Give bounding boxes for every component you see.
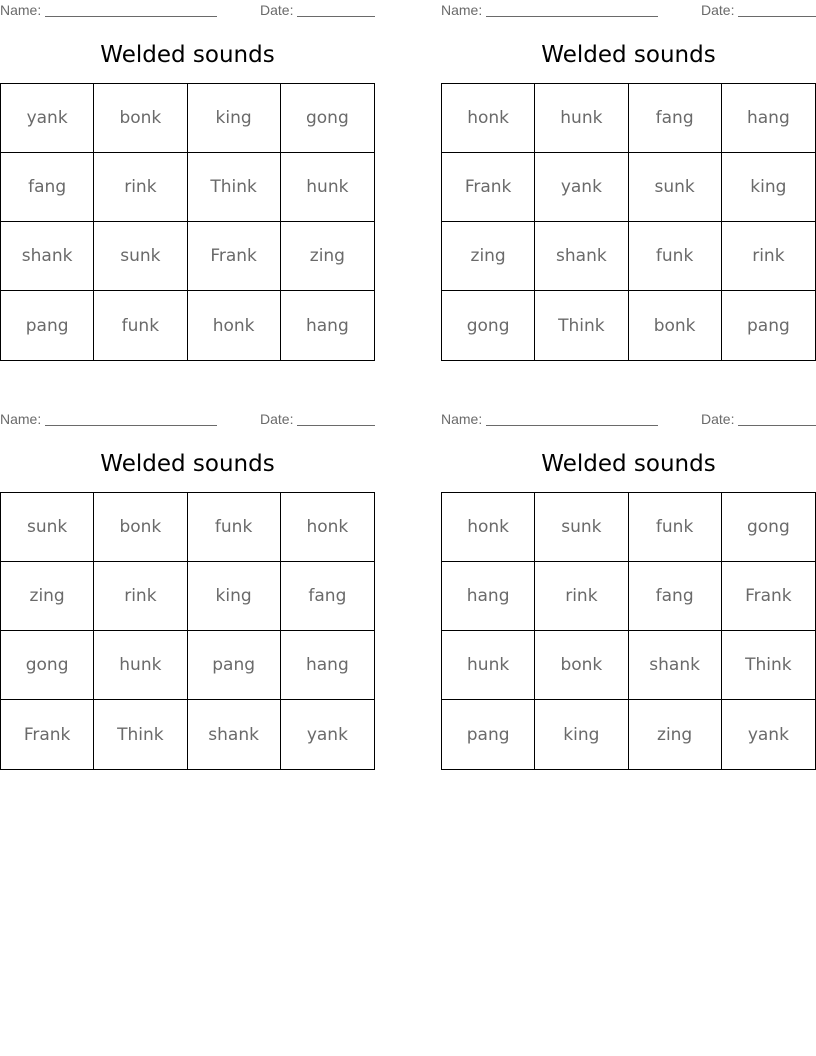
grid-cell-word: hunk <box>535 84 628 153</box>
grid-cell-word: pang <box>1 291 94 360</box>
grid-cell-word: yank <box>747 724 789 745</box>
grid-cell-word: honk <box>442 84 535 153</box>
grid-cell-word: zing <box>442 222 535 291</box>
grid-cell-word: honk <box>442 493 535 562</box>
grid-cell-word: funk <box>188 493 281 562</box>
word-grid <box>441 492 816 770</box>
grid-cell-word: fang <box>1 153 94 222</box>
grid-cell-word: honk <box>188 291 281 360</box>
word-grid <box>441 83 816 361</box>
grid-cell-word: king <box>535 700 628 769</box>
grid-cell-word: fang <box>281 562 374 631</box>
grid-cell-word: Frank <box>1 700 94 769</box>
grid-cell-word: funk <box>629 222 722 291</box>
date-line <box>738 16 816 17</box>
grid-cell-word: rink <box>535 562 628 631</box>
grid-cell-word: Think <box>94 700 187 769</box>
date-label: Date: <box>701 411 735 427</box>
grid-cell-word: sunk <box>94 222 187 291</box>
grid-cell-word: yank <box>306 724 348 745</box>
grid-cell-word: shank <box>1 222 94 291</box>
date-label: Date: <box>260 411 294 427</box>
grid-cell-word: bonk <box>535 631 628 700</box>
date-line <box>297 16 375 17</box>
date-line <box>738 425 816 426</box>
grid-cell-word: sunk <box>629 153 722 222</box>
date-label: Date: <box>260 2 294 18</box>
grid-cell-word: gong <box>442 291 535 360</box>
name-label: Name: <box>0 411 42 427</box>
grid-cell-word: hang <box>442 562 535 631</box>
grid-cell-word: gong <box>722 493 815 562</box>
grid-cell-word: bonk <box>629 291 722 360</box>
grid-cell-word: zing <box>1 562 94 631</box>
word-grid <box>0 492 375 770</box>
grid-cell-word: hang <box>305 315 349 336</box>
grid-cell-word: fang <box>629 84 722 153</box>
grid-cell-word: yank <box>535 153 628 222</box>
bingo-card-2 <box>441 0 816 361</box>
name-line <box>45 425 217 426</box>
date-line <box>297 425 375 426</box>
name-label: Name: <box>441 411 483 427</box>
name-label: Name: <box>441 2 483 18</box>
grid-cell-word: sunk <box>1 493 94 562</box>
grid-cell-word: Frank <box>722 562 815 631</box>
grid-cell-word: zing <box>281 222 374 291</box>
name-line <box>45 16 217 17</box>
grid-cell-word: hunk <box>94 631 187 700</box>
grid-cell-word: rink <box>94 153 187 222</box>
grid-cell-word: hang <box>722 84 815 153</box>
grid-cell-word: honk <box>281 493 374 562</box>
card-title: Welded sounds <box>541 42 716 68</box>
name-date-row <box>0 0 375 20</box>
grid-cell-word: bonk <box>94 84 187 153</box>
name-line <box>486 425 658 426</box>
name-date-row <box>441 0 816 20</box>
grid-cell-word: Think <box>722 631 815 700</box>
grid-cell-word: shank <box>535 222 628 291</box>
grid-cell-word: rink <box>722 222 815 291</box>
grid-cell-word: king <box>188 562 281 631</box>
grid-cell-word: pang <box>188 631 281 700</box>
word-grid <box>0 83 375 361</box>
name-line <box>486 16 658 17</box>
grid-cell-word: fang <box>629 562 722 631</box>
card-title: Welded sounds <box>541 451 716 477</box>
card-title: Welded sounds <box>100 42 275 68</box>
grid-cell-word: hunk <box>281 153 374 222</box>
name-date-row <box>0 409 375 429</box>
bingo-card-1 <box>0 0 375 361</box>
date-label: Date: <box>701 2 735 18</box>
grid-cell-word: funk <box>94 291 187 360</box>
grid-cell-word: Think <box>188 153 281 222</box>
grid-cell-word: gong <box>1 631 94 700</box>
grid-cell-word: yank <box>1 84 94 153</box>
grid-cell-word: pang <box>746 315 790 336</box>
grid-cell-word: zing <box>629 700 722 769</box>
name-label: Name: <box>0 2 42 18</box>
grid-cell-word: shank <box>188 700 281 769</box>
grid-cell-word: bonk <box>94 493 187 562</box>
grid-cell-word: pang <box>442 700 535 769</box>
grid-cell-word: shank <box>629 631 722 700</box>
grid-cell-word: hunk <box>442 631 535 700</box>
grid-cell-word: king <box>722 153 815 222</box>
grid-cell-word: sunk <box>535 493 628 562</box>
bingo-card-3 <box>0 409 375 770</box>
grid-cell-word: Frank <box>188 222 281 291</box>
grid-cell-word: gong <box>281 84 374 153</box>
grid-cell-word: funk <box>629 493 722 562</box>
grid-cell-word: rink <box>94 562 187 631</box>
card-title: Welded sounds <box>100 451 275 477</box>
grid-cell-word: Frank <box>442 153 535 222</box>
name-date-row <box>441 409 816 429</box>
grid-cell-word: king <box>188 84 281 153</box>
grid-cell-word: Think <box>535 291 628 360</box>
bingo-card-4 <box>441 409 816 770</box>
grid-cell-word: hang <box>281 631 374 700</box>
